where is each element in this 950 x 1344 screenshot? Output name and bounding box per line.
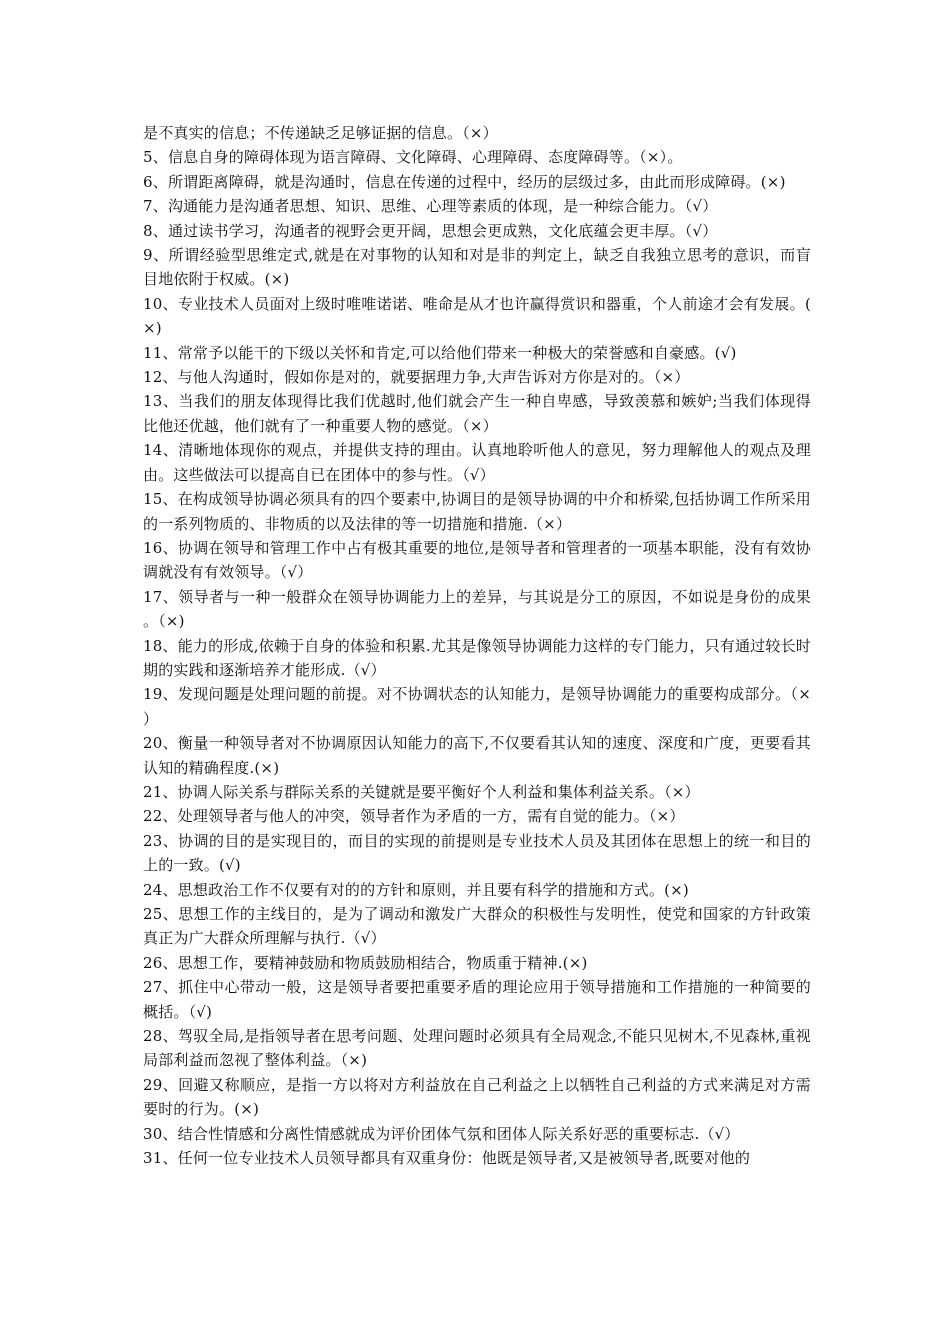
paragraph-item-27: 27、抓住中心带动一般，这是领导者要把重要矛盾的理论应用于领导措施和工作措施的一种简要的概括。（√): [143, 978, 811, 1021]
paragraph-item-6: 6、所谓距离障碍，就是沟通时，信息在传递的过程中，经历的层级过多，由此而形成障碍。(×): [143, 172, 786, 191]
paragraph-item-31: 31、任何一位专业技术人员领导都具有双重身份：他既是领导者,又是被领导者,既要对他的: [143, 1149, 751, 1168]
paragraph-item-30: 30、结合性情感和分离性情感就成为评价团体气氛和团体人际关系好恶的重要标志.（√）: [143, 1124, 740, 1143]
paragraph-continuation: 是不真实的信息；不传递缺乏足够证据的信息。（×）: [143, 124, 498, 142]
paragraph-item-16: 16、协调在领导和管理工作中占有极其重要的地位,是领导者和管理者的一项基本职能，没有有效协调就没有有效领导。（√）: [143, 538, 811, 582]
paragraph-item-11: 11、常常予以能干的下级以关怀和肯定,可以给他们带来一种极大的荣誉感和自豪感。(√): [143, 343, 737, 362]
paragraph-item-21: 21、协调人际关系与群际关系的关键就是要平衡好个人利益和集体利益关系。（×）: [143, 782, 700, 801]
paragraph-item-8: 8、通过读书学习，沟通者的视野会更开阔，思想会更成熟，文化底蕴会更丰厚。（√）: [143, 221, 718, 240]
paragraph-item-17: 17、领导者与一种一般群众在领导协调能力上的差异，与其说是分工的原因，不如说是身份的成果。（×): [143, 587, 811, 631]
paragraph-item-10: 10、专业技术人员面对上级时唯唯诺诺、唯命是从才也许赢得赏识和器重，个人前途才会有发展。(×): [143, 294, 811, 338]
paragraph-item-25: 25、思想工作的主线目的，是为了调动和激发广大群众的积极性与发明性，使党和国家的方针政策真正为广大群众所理解与执行.（√）: [143, 905, 811, 948]
paragraph-item-29: 29、回避又称顺应，是指一方以将对方利益放在自己利益之上以牺牲自己利益的方式来满足对方需要时的行为。(×): [143, 1075, 811, 1119]
paragraph-item-12: 12、与他人沟通时，假如你是对的，就要据理力争,大声告诉对方你是对的。（×）: [143, 368, 690, 387]
paragraph-item-22: 22、处理领导者与他人的冲突，领导者作为矛盾的一方，需有自觉的能力。（×）: [143, 807, 685, 826]
document-body: [143, 121, 811, 1170]
paragraph-item-13: 13、当我们的朋友体现得比我们优越时,他们就会产生一种自卑感，导致羡慕和嫉妒;当我们体现得比他还优越，他们就有了一种重要人物的感觉。（×）: [143, 392, 811, 435]
paragraph-item-28: 28、驾驭全局,是指领导者在思考问题、处理问题时必须具有全局观念,不能只见树木,不见森林,重视局部利益而忽视了整体利益。（×): [143, 1027, 811, 1070]
paragraph-item-5: 5、信息自身的障碍体现为语言障碍、文化障碍、心理障碍、态度障碍等。（×）。: [143, 148, 683, 167]
paragraph-item-15: 15、在构成领导协调必须具有的四个要素中,协调目的是领导协调的中介和桥梁,包括协调工作所采用的一系列物质的、非物质的以及法律的等一切措施和措施.（×）: [143, 490, 811, 533]
paragraph-item-9: 9、所谓经验型思维定式,就是在对事物的认知和对是非的判定上，缺乏自我独立思考的意识，而盲目地依附于权威。(×): [143, 246, 811, 289]
paragraph-item-7: 7、沟通能力是沟通者思想、知识、思维、心理等素质的体现，是一种综合能力。（√）: [143, 197, 718, 216]
paragraph-item-20: 20、衡量一种领导者对不协调原因认知能力的高下,不仅要看其认知的速度、深度和广度，更要看其认知的精确程度.(×): [143, 734, 811, 777]
paragraph-item-14: 14、清晰地体现你的观点，并提供支持的理由。认真地聆听他人的意见，努力理解他人的观点及理由。这些做法可以提高自已在团体中的参与性。（√）: [143, 441, 811, 484]
paragraph-item-18: 18、能力的形成,依赖于自身的体验和积累.尤其是像领导协调能力这样的专门能力，只有通过较长时期的实践和逐渐培养才能形成.（√）: [143, 636, 811, 679]
paragraph-item-26: 26、思想工作，要精神鼓励和物质鼓励相结合，物质重于精神.(×): [143, 953, 588, 972]
paragraph-item-19: 19、发现问题是处理问题的前提。对不协调状态的认知能力，是领导协调能力的重要构成部分。（×）: [143, 685, 811, 728]
paragraph-item-23: 23、协调的目的是实现目的，而目的实现的前提则是专业技术人员及其团体在思想上的统一和目的上的一致。(√): [143, 831, 811, 875]
paragraph-item-24: 24、思想政治工作不仅要有对的的方针和原则，并且要有科学的措施和方式。(×): [143, 880, 689, 899]
